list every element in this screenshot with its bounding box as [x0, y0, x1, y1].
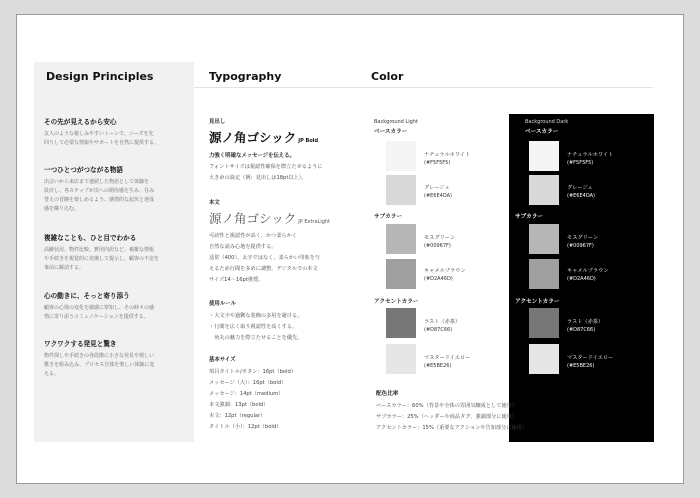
background-dark-section — [509, 114, 654, 442]
swatch-name: ナチュラルホワイト — [567, 152, 614, 158]
heading-weight: JP Bold — [298, 138, 319, 144]
swatch-name: グレージュ — [424, 185, 450, 191]
swatch-hex: (#E6E4DA) — [424, 193, 452, 199]
dark-sub-label: サブカラー — [515, 214, 543, 220]
body-desc-line: サイズ14〜16pt推奨。 — [209, 277, 264, 283]
principle-line: 設計し、各ステップが次への期待感を生み、住み — [44, 188, 155, 194]
swatch-hex: (#F5F5F5) — [567, 160, 594, 166]
swatch-hex: (#D2A46D) — [567, 276, 596, 282]
principle-title: 一つひとつがつながる物語 — [44, 166, 123, 174]
dark-swatch-rust — [529, 308, 559, 338]
principle-line: 回りして必要な情報やサポートを自然に提供する。 — [44, 140, 160, 146]
body-sample-text: 源ノ角ゴシック — [209, 211, 297, 226]
size-line: 本文強調：13pt（bold） — [209, 402, 269, 408]
ratio-line: アクセントカラー：15%（重要なアクションや告知部分に使用） — [376, 425, 528, 431]
swatch-hex: (#00967F) — [424, 243, 451, 249]
light-sub-label: サブカラー — [374, 214, 402, 220]
ratio-label: 配色比率 — [376, 391, 399, 397]
rule-line: ・大文字や過剰な装飾の多用を避ける。 — [209, 313, 303, 319]
heading-font-sample — [209, 130, 318, 149]
size-line: メッセージ：14pt（medium） — [209, 391, 284, 397]
principle-line: 事前に解消する。 — [44, 265, 85, 271]
light-swatch-mustard-yellow — [386, 344, 416, 374]
principle-title: 複雑なことも、ひと目でわかる — [44, 234, 137, 242]
principle-desc — [44, 178, 190, 214]
swatch-name: マスタードイエロー — [567, 355, 614, 361]
principle-line: 高齢状況、物件比較、費用内訳など、複雑な情報 — [44, 247, 155, 253]
body-weight: JP ExtraLight — [298, 219, 331, 225]
principle-line: 出会いから来店まで連続した物語として体験を — [44, 179, 150, 185]
swatch-hex: (#00967F) — [567, 243, 594, 249]
heading-desc-line: 力強く明確なメッセージを伝える。 — [209, 153, 295, 159]
rule-line: ・行間を広く取り視認性を高くする。 — [209, 324, 298, 330]
rules-label: 使用ルール — [209, 301, 236, 307]
light-swatch-natural-white — [386, 141, 416, 171]
swatch-hex: (#D2A46D) — [424, 276, 453, 282]
swatch-hex: (#D87C66) — [567, 327, 596, 333]
size-line: タイトル（小）：12pt（bold） — [209, 424, 282, 430]
swatch-hex: (#F5F5F5) — [424, 160, 451, 166]
light-title: Background Light — [374, 119, 418, 125]
rule-line: 角丸の魅力を際立たせることを優先。 — [209, 335, 303, 341]
ratio-line: ベースカラー：60%（背景や全体の雰囲気醸成として使用） — [376, 403, 517, 409]
design-principles-panel — [34, 62, 194, 442]
dark-swatch-mustard-yellow — [529, 344, 559, 374]
principle-line: 情に寄り添うコミュニケーションを提供する。 — [44, 314, 149, 320]
principle-desc — [44, 352, 190, 379]
swatch-hex: (#E5BE26) — [567, 363, 595, 369]
body-desc-line: えるため行間を多めに調整。デジタルでの本文 — [209, 266, 318, 272]
principle-item — [44, 292, 190, 322]
light-base-label: ベースカラー — [374, 129, 408, 135]
swatch-name: キャメルブラウン — [424, 268, 466, 274]
heading-desc-line: 大きめの設定（例：見出しは18pt以上）。 — [209, 175, 307, 181]
principle-item — [44, 118, 190, 148]
principle-desc — [44, 246, 190, 273]
swatch-hex: (#E6E4DA) — [567, 193, 595, 199]
dark-accent-label: アクセントカラー — [515, 299, 560, 305]
dark-swatch-moss-green — [529, 224, 559, 254]
light-swatch-moss-green — [386, 224, 416, 254]
principle-item — [44, 166, 190, 214]
dark-title: Background Dark — [525, 119, 569, 125]
heading-desc-line: フォントサイズは視認性確保を際立たせるように — [209, 164, 323, 170]
principles-title: Design Principles — [46, 70, 154, 83]
swatch-name: ラスト（赤茶） — [424, 319, 461, 325]
heading-sample-text: 源ノ角ゴシック — [209, 130, 297, 145]
swatch-name: モスグリーン — [567, 235, 599, 241]
light-swatch-camel-brown — [386, 259, 416, 289]
light-swatch-greige — [386, 175, 416, 205]
dark-swatch-greige — [529, 175, 559, 205]
principle-item — [44, 340, 190, 379]
color-title: Color — [371, 70, 404, 83]
principle-title: 心の動きに、そっと寄り添う — [44, 292, 130, 300]
principle-line: や手続きを視覚的に変換して提示し、顧客の不安を — [44, 256, 160, 262]
body-desc-line: 可読性と視認性が高く、かつ柔らかく — [209, 233, 298, 239]
size-line: メッセージ（大）：16pt（bold） — [209, 380, 287, 386]
body-desc-line: 自然な読み心地を提供する。 — [209, 244, 277, 250]
principle-line: 顧客の心境の変化を敏感に察知し、その時々の感 — [44, 305, 155, 311]
principle-line: える。 — [44, 371, 60, 377]
principle-line: 感を織り込む。 — [44, 206, 80, 212]
dark-swatch-camel-brown — [529, 259, 559, 289]
sizes-label: 基本サイズ — [209, 357, 236, 363]
principle-line: 驚きを組み込み、プロセス自体を楽しい体験に変 — [44, 362, 155, 368]
body-desc-line: 适常（400）。太字ではなく、柔らかい印象を与 — [209, 255, 320, 261]
swatch-hex: (#D87C66) — [424, 327, 453, 333]
swatch-hex: (#E5BE26) — [424, 363, 452, 369]
principle-desc — [44, 130, 190, 148]
swatch-name: キャメルブラウン — [567, 268, 609, 274]
principle-title: ワクワクする発見と驚き — [44, 340, 117, 348]
light-accent-label: アクセントカラー — [374, 299, 419, 305]
swatch-name: ラスト（赤茶） — [567, 319, 604, 325]
swatch-name: グレージュ — [567, 185, 593, 191]
swatch-name: ナチュラルホワイト — [424, 152, 471, 158]
heading-label: 見出し — [209, 119, 226, 125]
principle-line: 替えの冒険を楽しめるよう、感情的な起伏と達成 — [44, 197, 155, 203]
dark-swatch-natural-white — [529, 141, 559, 171]
principle-line: 友人のような親しみやすいトーンで、ニーズを先 — [44, 131, 154, 137]
principle-item — [44, 234, 190, 273]
principle-line: 物件探しや手続きの各段階に小さな発見や嬉しい — [44, 353, 155, 359]
principle-desc — [44, 304, 190, 322]
principle-title: その先が見えるから安心 — [44, 118, 117, 126]
size-line: 項目タイトル/ボタン：16pt（bold） — [209, 369, 297, 375]
typography-title: Typography — [209, 70, 282, 83]
light-swatch-rust — [386, 308, 416, 338]
swatch-name: マスタードイエロー — [424, 355, 471, 361]
body-font-sample — [209, 211, 330, 230]
size-line: 本文：12pt（regular） — [209, 413, 266, 419]
swatch-name: モスグリーン — [424, 235, 456, 241]
body-label: 本文 — [209, 200, 220, 206]
ratio-line: サブカラー：25%（ヘッダーや商品タグ、強調部分に使用） — [376, 414, 517, 420]
dark-base-label: ベースカラー — [525, 129, 559, 135]
